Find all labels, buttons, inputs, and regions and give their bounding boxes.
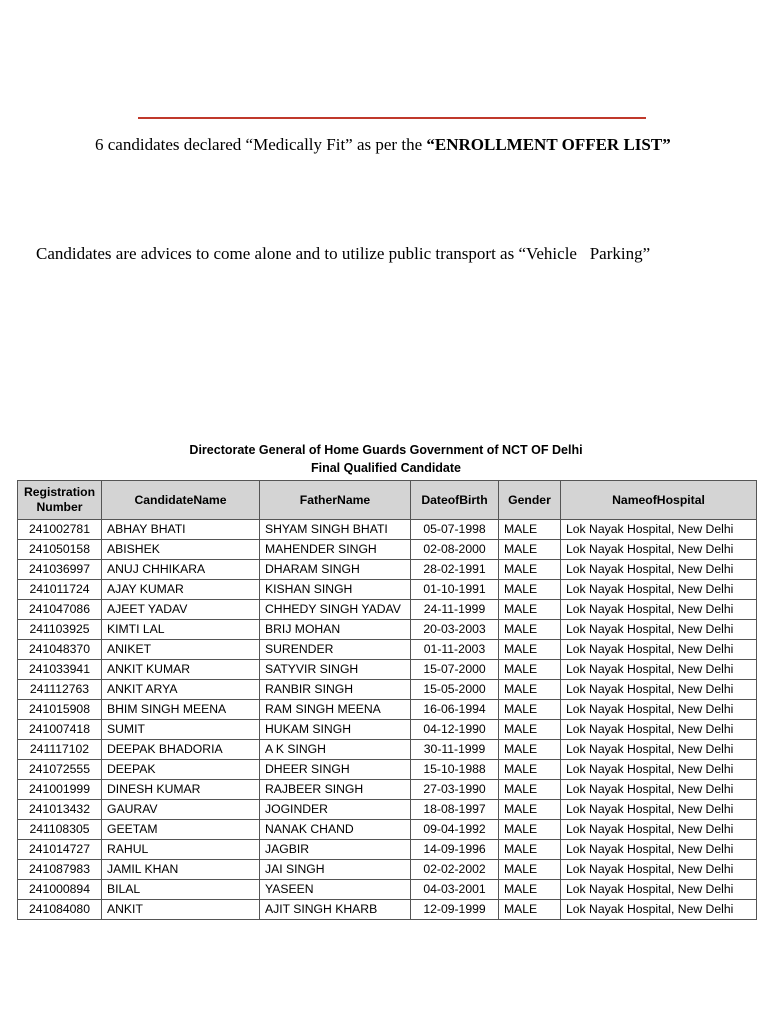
transport-notice: Candidates are advices to come alone and to utilize public transport as “Vehicle Parking” [36, 244, 651, 263]
date-of-birth-cell: 12-09-1999 [411, 900, 499, 920]
gender-cell: MALE [499, 600, 561, 620]
candidate-name-cell: BILAL [102, 880, 260, 900]
table-row [18, 820, 757, 840]
date-of-birth-cell: 24-11-1999 [411, 600, 499, 620]
candidate-name-cell: ANIKET [102, 640, 260, 660]
date-of-birth-cell: 02-08-2000 [411, 540, 499, 560]
table-heading-organization: Directorate General of Home Guards Government of NCT OF Delhi [189, 443, 583, 457]
date-of-birth-cell: 01-10-1991 [411, 580, 499, 600]
father-name-cell: KISHAN SINGH [260, 580, 411, 600]
candidate-name-cell: ABHAY BHATI [102, 520, 260, 540]
date-of-birth-cell: 15-10-1988 [411, 760, 499, 780]
date-of-birth-cell: 18-08-1997 [411, 800, 499, 820]
hospital-name-cell: Lok Nayak Hospital, New Delhi [561, 880, 757, 900]
date-of-birth-cell: 16-06-1994 [411, 700, 499, 720]
registration-number-cell: 241047086 [18, 600, 102, 620]
father-name-cell: HUKAM SINGH [260, 720, 411, 740]
table-row [18, 760, 757, 780]
hospital-name-cell: Lok Nayak Hospital, New Delhi [561, 520, 757, 540]
candidate-name-cell: DINESH KUMAR [102, 780, 260, 800]
hospital-name-cell: Lok Nayak Hospital, New Delhi [561, 680, 757, 700]
notice1-bold-text: “ENROLLMENT OFFER LIST” [426, 135, 671, 154]
table-row [18, 540, 757, 560]
hospital-name-cell: Lok Nayak Hospital, New Delhi [561, 720, 757, 740]
table-row [18, 800, 757, 820]
gender-cell: MALE [499, 760, 561, 780]
table-row [18, 880, 757, 900]
candidate-name-cell: AJEET YADAV [102, 600, 260, 620]
hospital-name-cell: Lok Nayak Hospital, New Delhi [561, 580, 757, 600]
father-name-cell: AJIT SINGH KHARB [260, 900, 411, 920]
father-name-cell: CHHEDY SINGH YADAV [260, 600, 411, 620]
candidate-name-cell: GEETAM [102, 820, 260, 840]
date-of-birth-cell: 28-02-1991 [411, 560, 499, 580]
date-of-birth-cell: 05-07-1998 [411, 520, 499, 540]
date-of-birth-cell: 09-04-1992 [411, 820, 499, 840]
table-row [18, 620, 757, 640]
gender-cell: MALE [499, 800, 561, 820]
registration-number-cell: 241013432 [18, 800, 102, 820]
father-name-cell: RANBIR SINGH [260, 680, 411, 700]
gender-cell: MALE [499, 700, 561, 720]
registration-number-cell: 241048370 [18, 640, 102, 660]
table-row [18, 600, 757, 620]
date-of-birth-cell: 04-12-1990 [411, 720, 499, 740]
header-candidate-name: CandidateName [102, 481, 260, 520]
registration-number-cell: 241015908 [18, 700, 102, 720]
date-of-birth-cell: 04-03-2001 [411, 880, 499, 900]
hospital-name-cell: Lok Nayak Hospital, New Delhi [561, 760, 757, 780]
table-row [18, 580, 757, 600]
header-father-name: FatherName [260, 481, 411, 520]
registration-number-cell: 241000894 [18, 880, 102, 900]
registration-number-cell: 241014727 [18, 840, 102, 860]
table-row [18, 860, 757, 880]
father-name-cell: YASEEN [260, 880, 411, 900]
registration-number-cell: 241033941 [18, 660, 102, 680]
date-of-birth-cell: 01-11-2003 [411, 640, 499, 660]
table-row [18, 840, 757, 860]
candidate-name-cell: KIMTI LAL [102, 620, 260, 640]
medically-fit-notice [95, 135, 755, 155]
gender-cell: MALE [499, 580, 561, 600]
hospital-name-cell: Lok Nayak Hospital, New Delhi [561, 660, 757, 680]
notice1-text: 6 candidates declared “Medically Fit” as per the [95, 135, 427, 154]
hospital-name-cell: Lok Nayak Hospital, New Delhi [561, 740, 757, 760]
hospital-name-cell: Lok Nayak Hospital, New Delhi [561, 840, 757, 860]
registration-number-cell: 241084080 [18, 900, 102, 920]
candidate-name-cell: DEEPAK [102, 760, 260, 780]
gender-cell: MALE [499, 840, 561, 860]
registration-number-cell: 241103925 [18, 620, 102, 640]
red-divider-line [138, 117, 646, 119]
gender-cell: MALE [499, 560, 561, 580]
table-heading-title: Final Qualified Candidate [310, 461, 462, 475]
father-name-cell: SHYAM SINGH BHATI [260, 520, 411, 540]
table-row [18, 720, 757, 740]
hospital-name-cell: Lok Nayak Hospital, New Delhi [561, 560, 757, 580]
candidate-name-cell: BHIM SINGH MEENA [102, 700, 260, 720]
header-date-of-birth: DateofBirth [411, 481, 499, 520]
date-of-birth-cell: 27-03-1990 [411, 780, 499, 800]
header-hospital-name: NameofHospital [561, 481, 757, 520]
table-row [18, 520, 757, 540]
gender-cell: MALE [499, 720, 561, 740]
candidate-name-cell: ANUJ CHHIKARA [102, 560, 260, 580]
table-row [18, 900, 757, 920]
father-name-cell: SATYVIR SINGH [260, 660, 411, 680]
father-name-cell: A K SINGH [260, 740, 411, 760]
father-name-cell: RAJBEER SINGH [260, 780, 411, 800]
registration-number-cell: 241117102 [18, 740, 102, 760]
candidate-name-cell: ANKIT [102, 900, 260, 920]
registration-number-cell: 241011724 [18, 580, 102, 600]
table-row [18, 640, 757, 660]
hospital-name-cell: Lok Nayak Hospital, New Delhi [561, 540, 757, 560]
gender-cell: MALE [499, 880, 561, 900]
father-name-cell: MAHENDER SINGH [260, 540, 411, 560]
table-row [18, 780, 757, 800]
candidate-name-cell: ANKIT KUMAR [102, 660, 260, 680]
header-registration-number: Registration Number [18, 481, 102, 520]
father-name-cell: JAGBIR [260, 840, 411, 860]
table-row [18, 740, 757, 760]
registration-number-cell: 241050158 [18, 540, 102, 560]
registration-number-cell: 241002781 [18, 520, 102, 540]
table-row [18, 700, 757, 720]
date-of-birth-cell: 15-05-2000 [411, 680, 499, 700]
candidate-name-cell: GAURAV [102, 800, 260, 820]
table-row [18, 680, 757, 700]
gender-cell: MALE [499, 780, 561, 800]
father-name-cell: JAI SINGH [260, 860, 411, 880]
registration-number-cell: 241087983 [18, 860, 102, 880]
gender-cell: MALE [499, 640, 561, 660]
gender-cell: MALE [499, 820, 561, 840]
gender-cell: MALE [499, 740, 561, 760]
gender-cell: MALE [499, 520, 561, 540]
hospital-name-cell: Lok Nayak Hospital, New Delhi [561, 800, 757, 820]
date-of-birth-cell: 30-11-1999 [411, 740, 499, 760]
hospital-name-cell: Lok Nayak Hospital, New Delhi [561, 820, 757, 840]
gender-cell: MALE [499, 540, 561, 560]
gender-cell: MALE [499, 660, 561, 680]
father-name-cell: DHARAM SINGH [260, 560, 411, 580]
registration-number-cell: 241072555 [18, 760, 102, 780]
registration-number-cell: 241112763 [18, 680, 102, 700]
father-name-cell: DHEER SINGH [260, 760, 411, 780]
candidate-name-cell: SUMIT [102, 720, 260, 740]
gender-cell: MALE [499, 680, 561, 700]
date-of-birth-cell: 14-09-1996 [411, 840, 499, 860]
date-of-birth-cell: 02-02-2002 [411, 860, 499, 880]
hospital-name-cell: Lok Nayak Hospital, New Delhi [561, 860, 757, 880]
father-name-cell: JOGINDER [260, 800, 411, 820]
candidate-name-cell: JAMIL KHAN [102, 860, 260, 880]
father-name-cell: RAM SINGH MEENA [260, 700, 411, 720]
candidate-name-cell: ABISHEK [102, 540, 260, 560]
candidate-name-cell: AJAY KUMAR [102, 580, 260, 600]
registration-number-cell: 241007418 [18, 720, 102, 740]
hospital-name-cell: Lok Nayak Hospital, New Delhi [561, 780, 757, 800]
father-name-cell: SURENDER [260, 640, 411, 660]
table-row [18, 560, 757, 580]
gender-cell: MALE [499, 860, 561, 880]
hospital-name-cell: Lok Nayak Hospital, New Delhi [561, 620, 757, 640]
hospital-name-cell: Lok Nayak Hospital, New Delhi [561, 600, 757, 620]
candidate-name-cell: DEEPAK BHADORIA [102, 740, 260, 760]
date-of-birth-cell: 15-07-2000 [411, 660, 499, 680]
gender-cell: MALE [499, 620, 561, 640]
gender-cell: MALE [499, 900, 561, 920]
header-gender: Gender [499, 481, 561, 520]
qualified-candidates-table [17, 480, 757, 920]
registration-number-cell: 241108305 [18, 820, 102, 840]
hospital-name-cell: Lok Nayak Hospital, New Delhi [561, 640, 757, 660]
candidate-name-cell: RAHUL [102, 840, 260, 860]
table-header-row [18, 481, 757, 520]
registration-number-cell: 241001999 [18, 780, 102, 800]
hospital-name-cell: Lok Nayak Hospital, New Delhi [561, 700, 757, 720]
registration-number-cell: 241036997 [18, 560, 102, 580]
father-name-cell: NANAK CHAND [260, 820, 411, 840]
candidate-name-cell: ANKIT ARYA [102, 680, 260, 700]
hospital-name-cell: Lok Nayak Hospital, New Delhi [561, 900, 757, 920]
date-of-birth-cell: 20-03-2003 [411, 620, 499, 640]
father-name-cell: BRIJ MOHAN [260, 620, 411, 640]
table-row [18, 660, 757, 680]
